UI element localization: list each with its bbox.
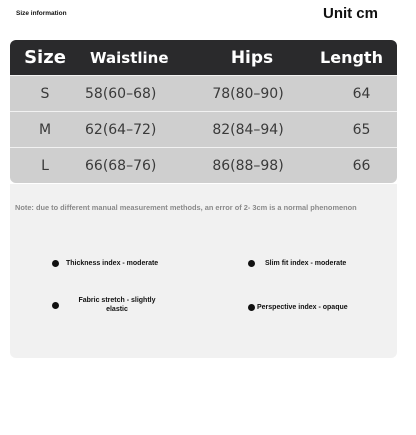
table-row [10,147,397,183]
size-cell: S [40,85,50,102]
table-header [10,40,397,75]
feature-stretch [52,296,167,314]
feature-thickness [52,259,158,268]
column-header-length: Length [320,48,383,67]
waistline-cell: 58(60–68) [85,85,157,102]
table-row [10,111,397,147]
bullet-dot-icon [52,260,59,267]
feature-slim-fit-label: Slim fit index - moderate [265,260,347,267]
feature-perspective [248,303,348,312]
feature-thickness-label: Thickness index - moderate [66,260,159,267]
column-header-waistline: Waistline [90,48,169,67]
column-header-hips: Hips [230,47,274,68]
length-cell: 65 [352,121,371,138]
bullet-dot-icon [248,304,255,311]
measurement-note: Note: due to different manual measurement methods, an error of 2- 3cm is a normal phenomenon [15,203,357,212]
length-cell: 64 [352,85,371,102]
size-information-label: Size information [16,10,67,17]
size-cell: L [41,157,49,174]
feature-stretch-label: Fabric stretch - slightly elastic [78,297,156,313]
feature-slim-fit [248,259,346,268]
feature-perspective-label: Perspective index - opaque [257,304,348,311]
table-row [10,75,397,111]
hips-cell: 82(84–94) [212,121,284,138]
bullet-dot-icon [52,302,59,309]
info-panel [10,184,397,358]
bullet-dot-icon [248,260,255,267]
unit-label: Unit cm [322,5,378,22]
top-bar [0,0,416,36]
waistline-cell: 62(64–72) [85,121,157,138]
size-table [10,40,397,183]
size-cell: M [38,121,52,138]
column-header-size: Size [24,47,66,68]
hips-cell: 78(80–90) [212,85,284,102]
length-cell: 66 [352,157,371,174]
waistline-cell: 66(68–76) [85,157,157,174]
hips-cell: 86(88–98) [212,157,284,174]
